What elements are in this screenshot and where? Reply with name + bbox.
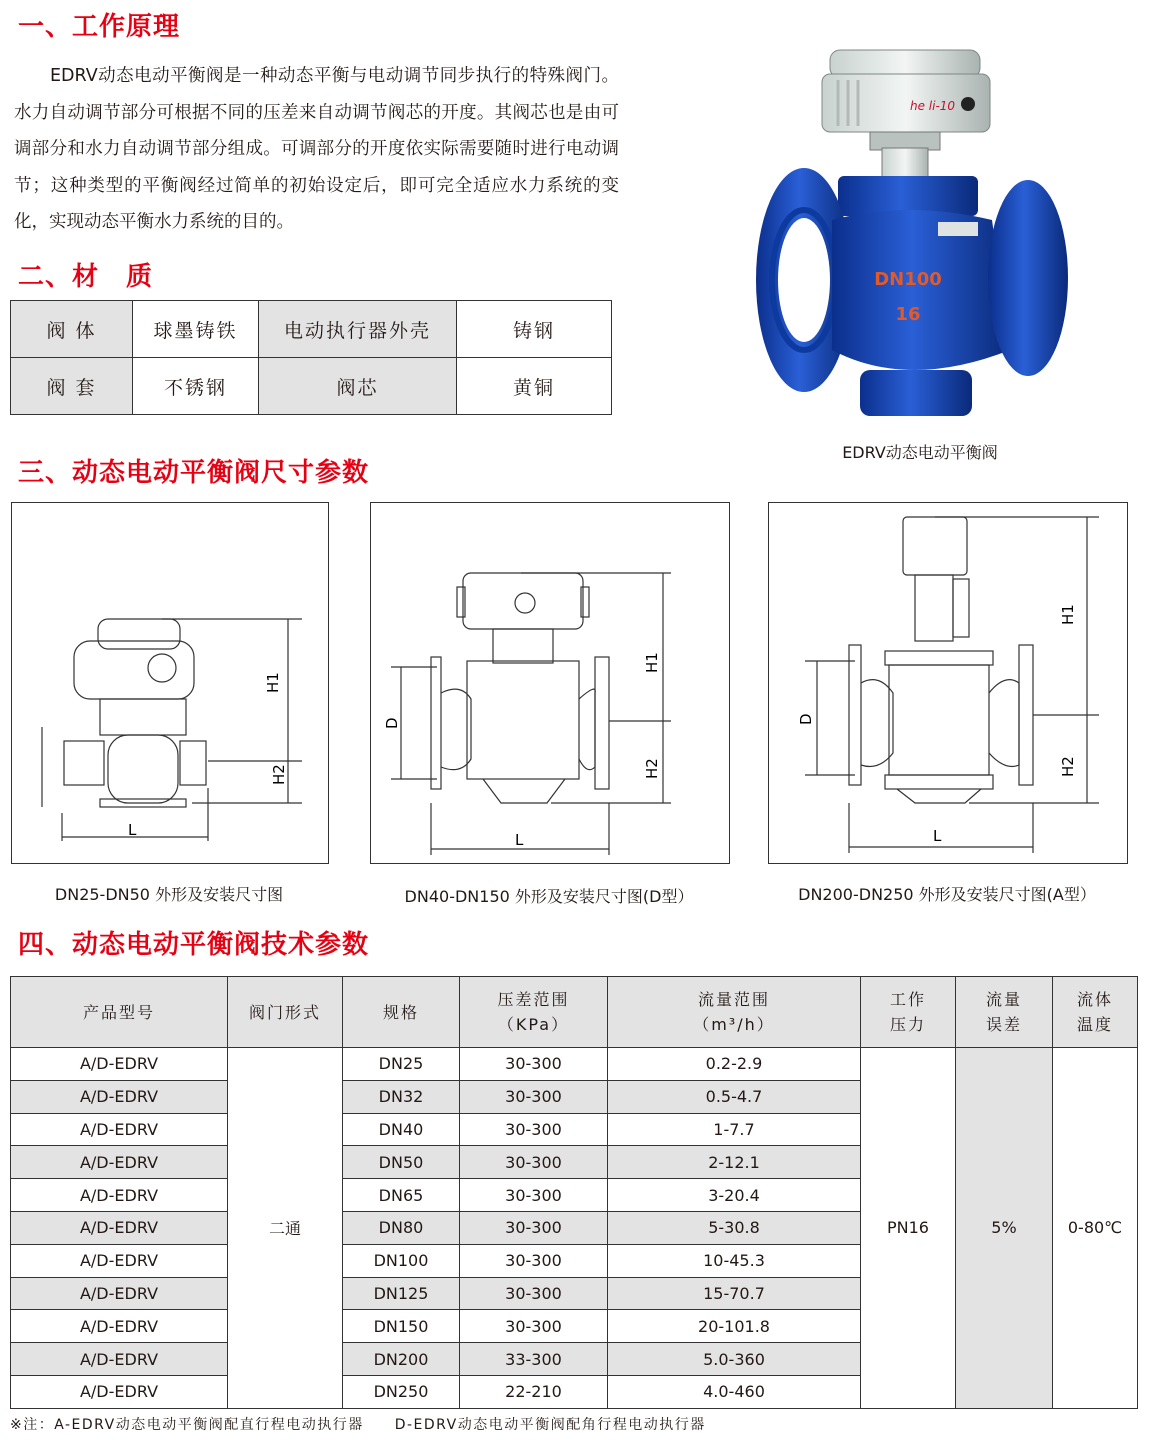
cell-flow-error: 5% [956,1048,1053,1409]
cell-spec: DN250 [343,1375,460,1408]
section-title-technical: 四、动态电动平衡阀技术参数 [18,930,370,960]
material-cell: 不锈钢 [133,358,259,415]
cell-flow: 5-30.8 [608,1211,861,1244]
cell-fluid-temp: 0-80℃ [1053,1048,1138,1409]
cell-model: A/D-EDRV [11,1211,228,1244]
cell-pressure-diff: 33-300 [460,1343,608,1376]
cell-spec: DN25 [343,1048,460,1081]
dim-label-l: L [128,821,137,839]
cell-spec: DN40 [343,1113,460,1146]
material-cell: 球墨铸铁 [133,301,259,358]
cell-work-pressure: PN16 [861,1048,956,1409]
tech-header-row [11,977,1138,1048]
cell-spec: DN200 [343,1343,460,1376]
cell-spec: DN50 [343,1146,460,1179]
diagram-caption: DN25-DN50 外形及安装尺寸图 [54,885,284,904]
cell-flow: 1-7.7 [608,1113,861,1146]
header-model: 产品型号 [11,977,228,1048]
dim-label-l: L [515,831,524,849]
dim-label-h1: H1 [1059,604,1077,625]
cell-pressure-diff: 30-300 [460,1048,608,1081]
valve-photo [742,40,1102,440]
header-form: 阀门形式 [228,977,343,1048]
cell-pressure-diff: 22-210 [460,1375,608,1408]
cell-model: A/D-EDRV [11,1146,228,1179]
diagram-dn40-dn150 [370,502,730,864]
dim-label-h2: H2 [643,758,661,779]
dim-label-l: L [933,827,942,845]
diagram-caption: DN200-DN250 外形及安装尺寸图(A型） [798,885,1096,904]
cell-model: A/D-EDRV [11,1080,228,1113]
cell-model: A/D-EDRV [11,1113,228,1146]
cell-flow: 0.2-2.9 [608,1048,861,1081]
section-title-material: 二、材 质 [18,262,154,292]
cell-flow: 4.0-460 [608,1375,861,1408]
material-cell: 阀 体 [11,301,133,358]
cell-model: A/D-EDRV [11,1277,228,1310]
cell-model: A/D-EDRV [11,1179,228,1212]
header-flow-error: 流量 误差 [956,977,1053,1048]
footnote: ※注：A-EDRV动态电动平衡阀配直行程电动执行器 D-EDRV动态电动平衡阀配角行程电动执行器 [10,1417,706,1433]
body-pressure-mark: 16 [895,304,921,325]
dim-label-h2: H2 [270,764,288,785]
material-cell: 电动执行器外壳 [259,301,457,358]
tech-table-row [11,1048,1138,1081]
section-title-dimensions: 三、动态电动平衡阀尺寸参数 [18,458,370,488]
tech-table [10,976,1138,1409]
header-spec: 规格 [343,977,460,1048]
cell-pressure-diff: 30-300 [460,1244,608,1277]
cell-model: A/D-EDRV [11,1375,228,1408]
cell-spec: DN125 [343,1277,460,1310]
cell-flow: 0.5-4.7 [608,1080,861,1113]
header-fluid-temp: 流体 温度 [1053,977,1138,1048]
diagram-caption: DN40-DN150 外形及安装尺寸图(D型） [404,887,694,906]
cell-flow: 20-101.8 [608,1310,861,1343]
cell-model: A/D-EDRV [11,1244,228,1277]
cell-spec: DN150 [343,1310,460,1343]
header-pressure-diff: 压差范围 （KPa） [460,977,608,1048]
cell-pressure-diff: 30-300 [460,1277,608,1310]
dim-label-d: D [797,713,815,725]
material-cell: 阀 套 [11,358,133,415]
diagram-dn25-dn50 [11,502,329,864]
material-cell: 铸钢 [457,301,612,358]
dim-label-d: D [383,717,401,729]
cell-pressure-diff: 30-300 [460,1146,608,1179]
photo-caption: EDRV动态电动平衡阀 [842,443,998,462]
cell-flow: 15-70.7 [608,1277,861,1310]
header-flow-range: 流量范围 （m³/h） [608,977,861,1048]
material-table [10,300,612,415]
cell-pressure-diff: 30-300 [460,1113,608,1146]
section-title-principle: 一、工作原理 [18,12,181,42]
cell-pressure-diff: 30-300 [460,1211,608,1244]
dim-label-h2: H2 [1059,756,1077,777]
cell-flow: 2-12.1 [608,1146,861,1179]
cell-flow: 3-20.4 [608,1179,861,1212]
header-work-pressure: 工作 压力 [861,977,956,1048]
cell-spec: DN100 [343,1244,460,1277]
material-cell: 阀芯 [259,358,457,415]
dim-label-h1: H1 [264,672,282,693]
body-size-mark: DN100 [874,269,942,290]
cell-model: A/D-EDRV [11,1048,228,1081]
cell-model: A/D-EDRV [11,1310,228,1343]
cell-model: A/D-EDRV [11,1343,228,1376]
material-row [11,358,612,415]
diagram-dn200-dn250 [768,502,1128,864]
material-row [11,301,612,358]
intro-paragraph: EDRV动态电动平衡阀是一种动态平衡与电动调节同步执行的特殊阀门。水力自动调节部分可根据不同的压差来自动调节阀芯的开度。其阀芯也是由可调部分和水力自动调节部分组成。可调部分的开度依实际需要随时进行电动调节；这种类型的平衡阀经过简单的初始设定后，即可完全适应水力系统的变化，实现动态平衡水力系统的目的。 [14,66,619,232]
cell-spec: DN80 [343,1211,460,1244]
cell-form: 二通 [228,1048,343,1409]
actuator-brand-mark: he li-10 [910,99,956,113]
cell-pressure-diff: 30-300 [460,1310,608,1343]
material-cell: 黄铜 [457,358,612,415]
dim-label-h1: H1 [643,652,661,673]
cell-flow: 10-45.3 [608,1244,861,1277]
cell-flow: 5.0-360 [608,1343,861,1376]
cell-pressure-diff: 30-300 [460,1080,608,1113]
cell-spec: DN65 [343,1179,460,1212]
cell-spec: DN32 [343,1080,460,1113]
cell-pressure-diff: 30-300 [460,1179,608,1212]
